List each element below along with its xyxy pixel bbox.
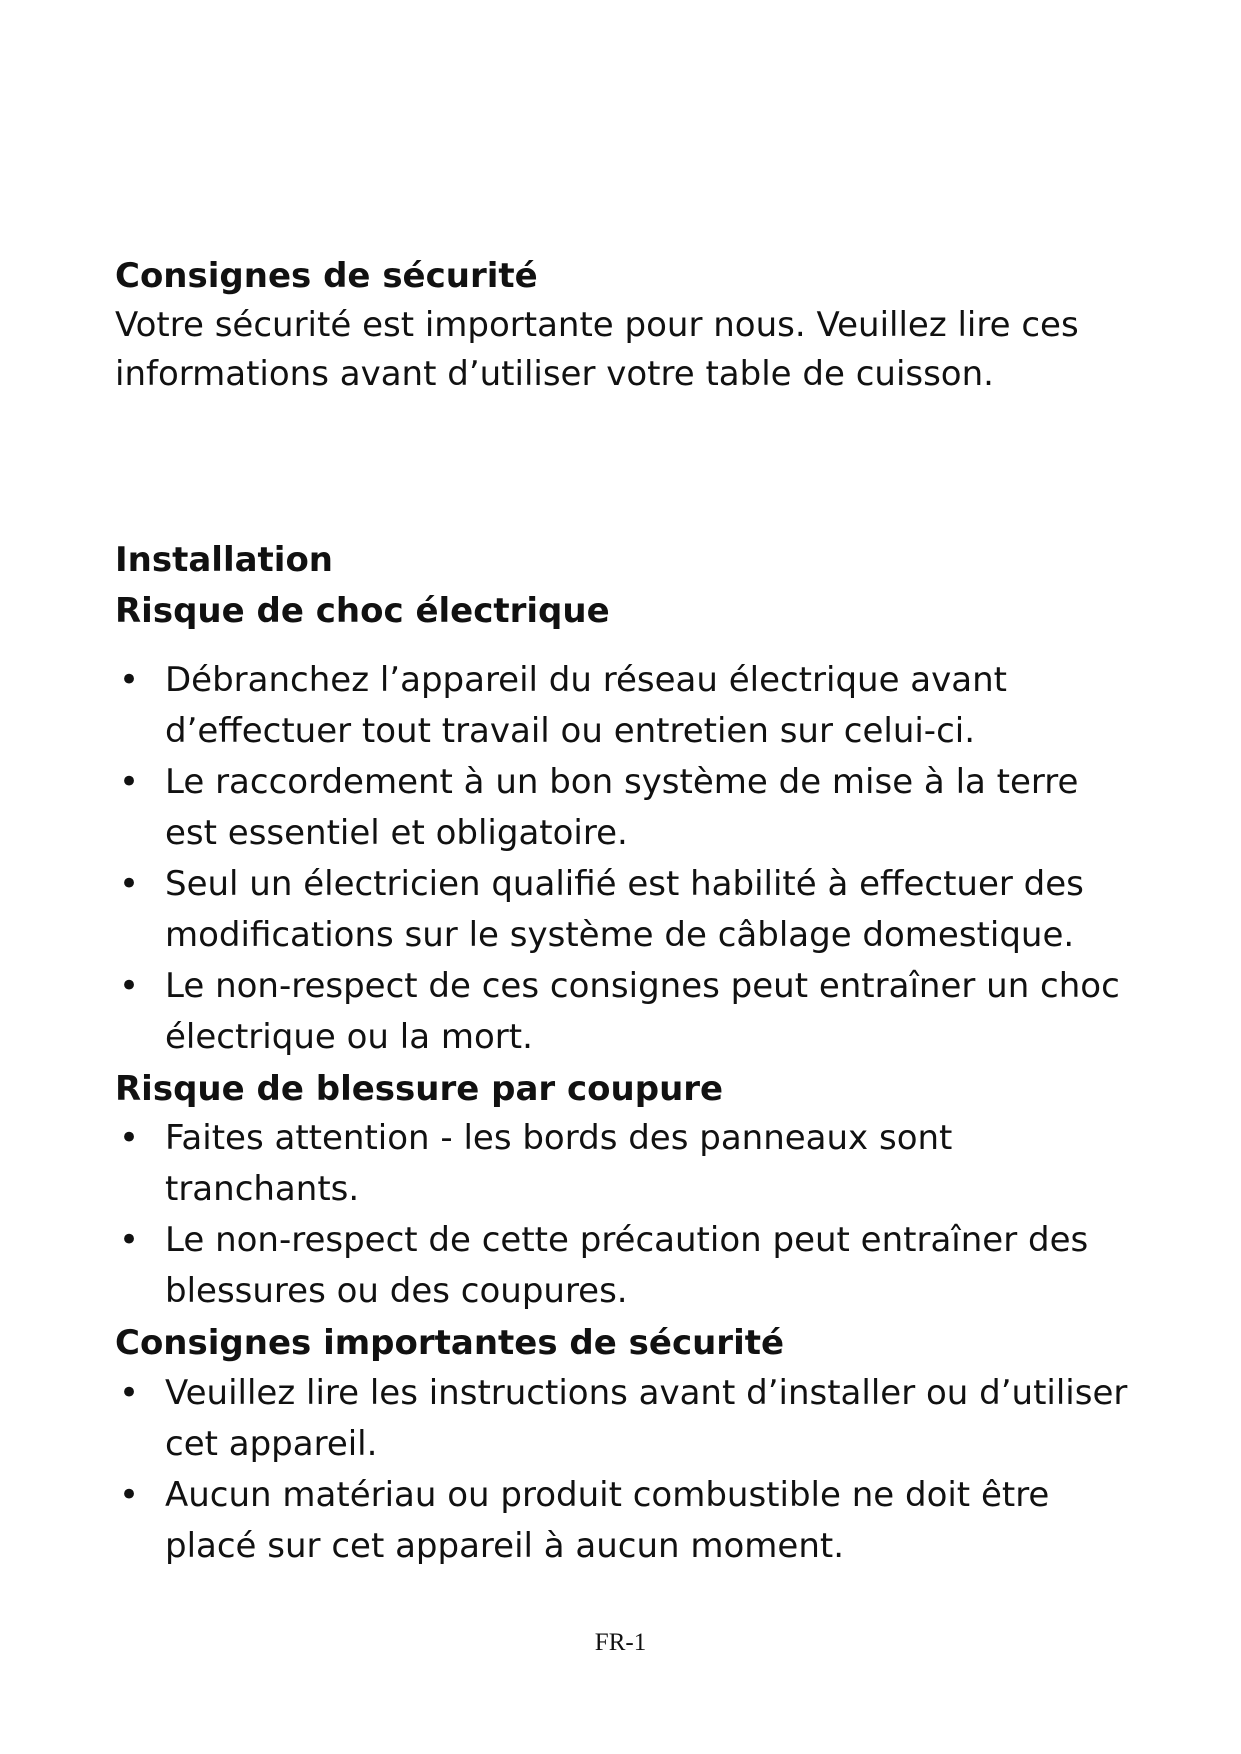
- bullet-icon: •: [119, 1475, 140, 1515]
- installation-heading: Installation: [115, 540, 334, 580]
- list-item-text: Le non-respect de ces consignes peut entraîner un choc électrique ou la mort.: [165, 966, 1120, 1057]
- bullet-icon: •: [119, 864, 140, 904]
- list-item: [115, 757, 1135, 859]
- electric-shock-heading: Risque de choc électrique: [115, 591, 610, 631]
- list-item: [115, 1470, 1135, 1572]
- bullet-icon: •: [119, 1220, 140, 1260]
- intro-line-2: informations avant d’utiliser votre table de cuisson.: [115, 354, 994, 394]
- bullet-icon: •: [119, 660, 140, 700]
- safety-heading: Consignes de sécurité: [115, 256, 538, 296]
- cut-injury-list: [115, 1113, 1135, 1317]
- bullet-icon: •: [119, 762, 140, 802]
- important-safety-list: [115, 1368, 1135, 1572]
- bullet-icon: •: [119, 1118, 140, 1158]
- list-item: [115, 655, 1135, 757]
- list-item: [115, 1113, 1135, 1215]
- cut-injury-heading: Risque de blessure par coupure: [115, 1069, 724, 1109]
- list-item-text: Le non-respect de cette précaution peut entraîner des blessures ou des coupures.: [165, 1220, 1089, 1311]
- list-item: [115, 1368, 1135, 1470]
- list-item-text: Veuillez lire les instructions avant d’installer ou d’utiliser cet appareil.: [165, 1373, 1128, 1464]
- list-item-text: Faites attention - les bords des panneaux sont tranchants.: [165, 1118, 953, 1209]
- bullet-icon: •: [119, 966, 140, 1006]
- list-item-text: Débranchez l’appareil du réseau électrique avant d’effectuer tout travail ou entretien sur celui-ci.: [165, 660, 1007, 751]
- list-item-text: Seul un électricien qualifié est habilité à effectuer des modifications sur le système de câblage domestique.: [165, 864, 1084, 955]
- bullet-icon: •: [119, 1373, 140, 1413]
- list-item: [115, 1215, 1135, 1317]
- electric-shock-list: [115, 655, 1135, 1063]
- list-item-text: Aucun matériau ou produit combustible ne doit être placé sur cet appareil à aucun moment.: [165, 1475, 1050, 1566]
- list-item: [115, 961, 1135, 1063]
- list-item: [115, 859, 1135, 961]
- intro-line-1: Votre sécurité est importante pour nous. Veuillez lire ces: [115, 305, 1079, 345]
- list-item-text: Le raccordement à un bon système de mise à la terre est essentiel et obligatoire.: [165, 762, 1079, 853]
- page-number: FR-1: [594, 1629, 647, 1656]
- important-safety-heading: Consignes importantes de sécurité: [115, 1323, 785, 1363]
